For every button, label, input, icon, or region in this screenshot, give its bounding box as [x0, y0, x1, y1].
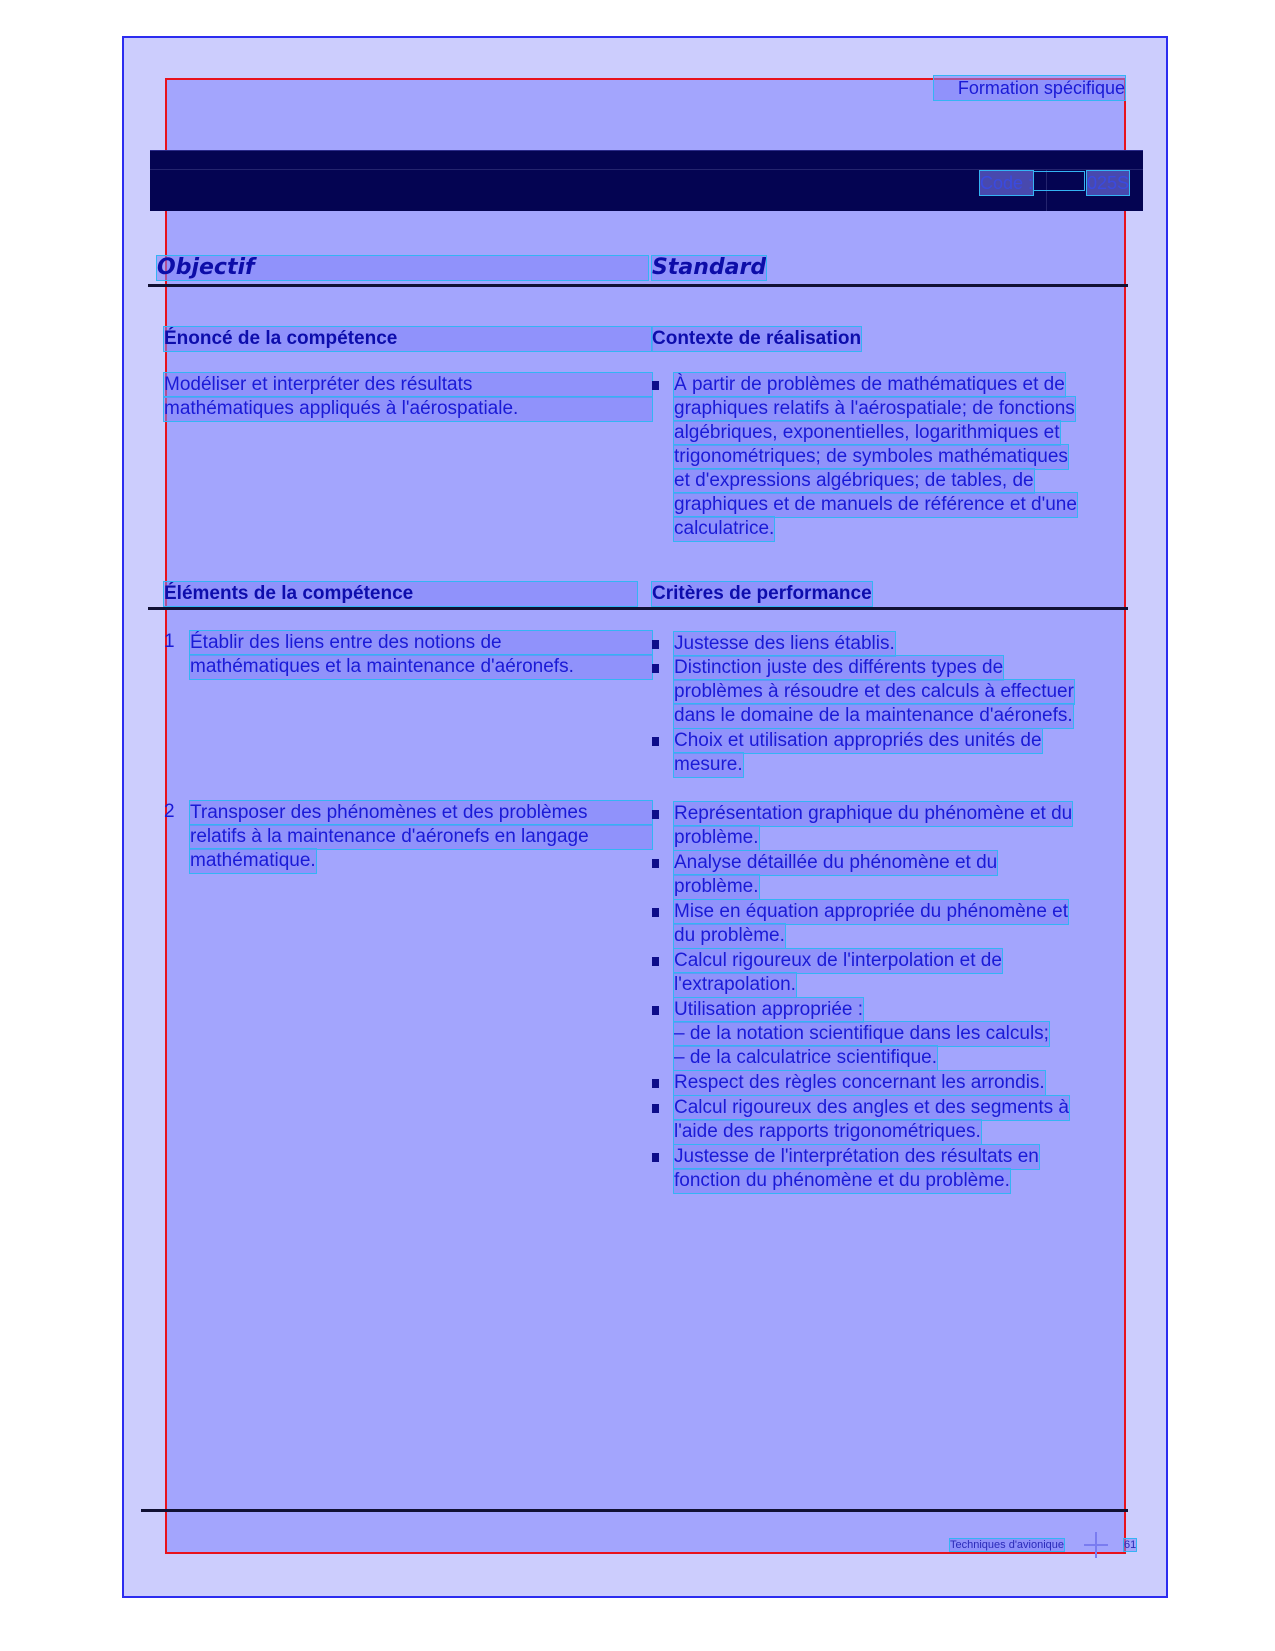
context-line: graphiques et de manuels de référence et d'une — [674, 494, 1077, 515]
code-value: 025S — [1087, 173, 1130, 193]
criteria-heading: Critères de performance — [652, 583, 872, 604]
criterion-line: – de la calculatrice scientifique. — [674, 1047, 937, 1068]
bullet-icon — [652, 810, 659, 819]
context-line: et d'expressions algébriques; de tables, de — [674, 470, 1034, 491]
competence-line: mathématiques appliqués à l'aérospatiale. — [164, 397, 652, 421]
criterion-line: Calcul rigoureux des angles et des segments à — [674, 1097, 1070, 1118]
bullet-icon — [652, 859, 659, 868]
criterion-line: du problème. — [674, 925, 785, 946]
element-line: Établir des liens entre des notions de — [190, 631, 652, 655]
section-rule-middle — [148, 607, 1128, 610]
standard-title: Standard — [652, 255, 767, 280]
criterion-line: Choix et utilisation appropriés des unités de — [674, 730, 1042, 751]
context-heading: Contexte de réalisation — [652, 328, 862, 349]
criterion-line: Analyse détaillée du phénomène et du — [674, 852, 998, 873]
band-divider — [150, 169, 1143, 170]
bullet-icon — [652, 640, 659, 649]
element-line: mathématique. — [190, 850, 316, 871]
criterion-line: Distinction juste des différents types de — [674, 657, 1004, 678]
bullet-icon — [652, 737, 659, 746]
criterion-line: – de la notation scientifique dans les calculs; — [674, 1023, 1049, 1044]
bullet-icon — [652, 381, 659, 390]
criterion-line: Mise en équation appropriée du phénomène et — [674, 901, 1069, 922]
element-line: relatifs à la maintenance d'aéronefs en langage — [190, 825, 652, 849]
criterion-line: Justesse de l'interprétation des résultats en — [674, 1146, 1039, 1167]
criterion-line: fonction du phénomène et du problème. — [674, 1170, 1010, 1191]
criterion-line: mesure. — [674, 754, 743, 775]
objective-title: Objectif — [157, 256, 648, 280]
context-line: À partir de problèmes de mathématiques et de — [674, 374, 1065, 395]
element-number: 1 — [164, 631, 175, 652]
section-rule-top — [148, 284, 1128, 287]
criterion-line: Utilisation appropriée : — [674, 999, 864, 1020]
context-line: trigonométriques; de symboles mathématiques — [674, 446, 1068, 467]
code-box — [1034, 172, 1084, 190]
page-number: 61 — [1124, 1539, 1137, 1551]
bullet-icon — [652, 957, 659, 966]
criterion-line: problème. — [674, 876, 759, 897]
element-number: 2 — [164, 801, 175, 822]
criterion-line: problèmes à résoudre et des calculs à effectuer — [674, 681, 1074, 702]
bullet-icon — [652, 908, 659, 917]
context-line: graphiques relatifs à l'aérospatiale; de fonctions — [674, 398, 1075, 419]
elements-heading: Éléments de la compétence — [164, 582, 637, 606]
criterion-line: Calcul rigoureux de l'interpolation et de — [674, 950, 1002, 971]
bullet-icon — [652, 1079, 659, 1088]
criterion-line: Justesse des liens établis. — [674, 633, 895, 654]
criterion-line: Représentation graphique du phénomène et du — [674, 803, 1073, 824]
bullet-icon — [652, 1104, 659, 1113]
competence-heading: Énoncé de la compétence — [164, 327, 652, 351]
bullet-icon — [652, 1006, 659, 1015]
element-line: mathématiques et la maintenance d'aéronefs. — [190, 655, 652, 679]
footer-rule — [141, 1509, 1128, 1512]
context-line: calculatrice. — [674, 518, 775, 539]
bullet-icon — [652, 664, 659, 673]
criterion-line: dans le domaine de la maintenance d'aéronefs. — [674, 705, 1073, 726]
code-label: Code : — [980, 173, 1034, 193]
competence-line: Modéliser et interpréter des résultats — [164, 373, 652, 397]
footer-program: Techniques d'avionique — [950, 1539, 1065, 1551]
context-line: algébriques, exponentielles, logarithmiques et — [674, 422, 1060, 443]
bullet-icon — [652, 1153, 659, 1162]
criterion-line: l'extrapolation. — [674, 974, 796, 995]
criterion-line: Respect des règles concernant les arrondis. — [674, 1072, 1045, 1093]
footer-mark — [1084, 1544, 1108, 1546]
element-line: Transposer des phénomènes et des problèmes — [190, 801, 652, 825]
program-header: Formation spécifique — [934, 76, 1125, 100]
criterion-line: l'aide des rapports trigonométriques. — [674, 1121, 981, 1142]
criterion-line: problème. — [674, 827, 759, 848]
